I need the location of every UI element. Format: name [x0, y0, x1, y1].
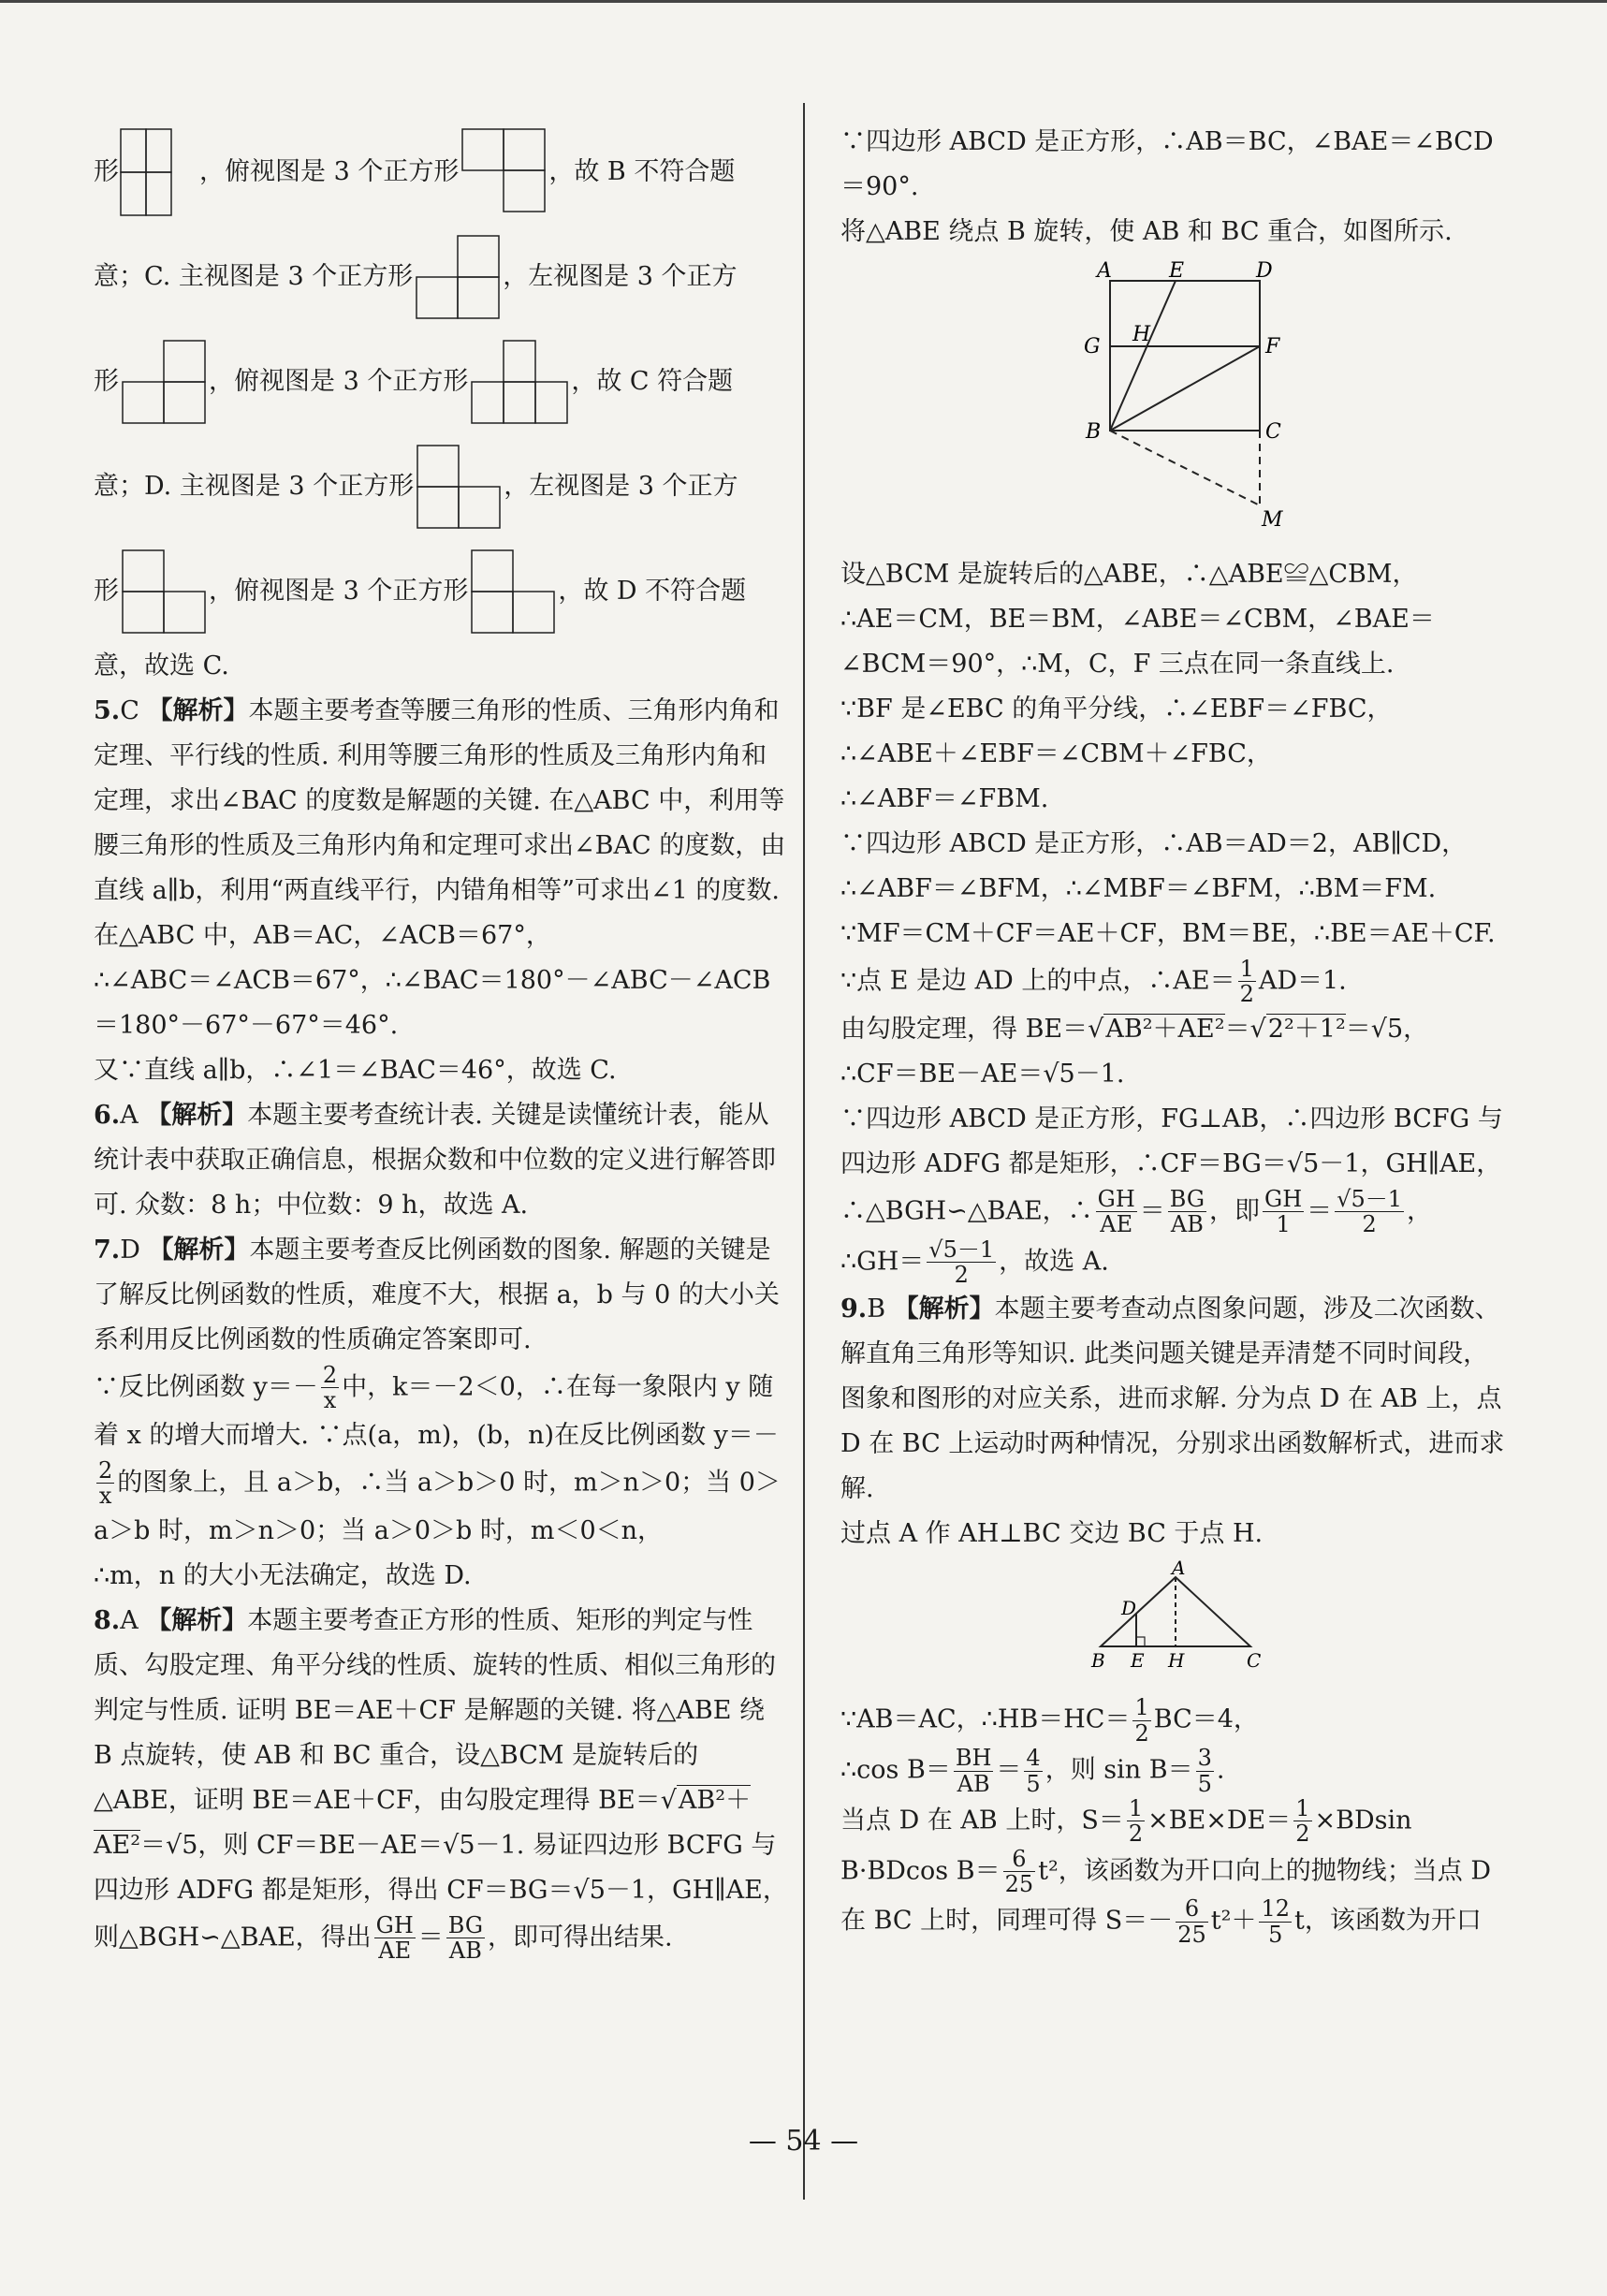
fraction: $\frac{BH}{AB}$: [955, 1745, 992, 1797]
fraction: $\frac{4}{5}$: [1026, 1745, 1041, 1797]
fraction: $\frac{GH}{1}$: [1264, 1185, 1303, 1238]
label-m: M: [1262, 508, 1283, 532]
q9-line: 当点 D 在 AB 上时，S＝ $\frac{1}{2}$ ×BE×DE＝ $\frac{1}{2}$ ×BDsin B·BDcos B＝ $\frac{6}{25}$ t²，该函数为开口向上的抛物线；当点 D 在 BC 上时，同理可得 S＝－ $\frac{6}{25}$ t²＋ $\frac{12}{5}$ t，该函数为开口: [840, 1794, 1492, 1948]
q8-cont-line: 由勾股定理，得 BE＝√AB²＋AE²＝√2²＋1²＝√5，: [840, 1014, 1429, 1044]
q8-cont-line: ∵四边形 ABCD 是正方形，∴AB＝AD＝2，AB∥CD，: [840, 829, 1468, 858]
q8-cont-line: ∴GH＝ $\frac{√5-1}{2}$ ，故选 A.: [840, 1236, 1109, 1288]
q8-cont-line: ∵BF 是∠EBC 的角平分线，∴∠EBF＝∠FBC，: [840, 695, 1393, 724]
label-f: F: [1265, 335, 1280, 358]
fraction: $\frac{6}{25}$: [1177, 1895, 1206, 1948]
view-shape-icon: [119, 545, 209, 638]
label-a: A: [1172, 1557, 1186, 1580]
q8-cont-line: 将△ABE 绕点 B 旋转，使 AB 和 BC 重合，如图所示.: [840, 217, 1453, 246]
q9-line: ∴cos B＝ $\frac{BH}{AB}$ ＝ $\frac{4}{5}$ ，则 sin B＝ $\frac{3}{5}$ .: [840, 1745, 1225, 1797]
geometry-figure: [1082, 1557, 1269, 1674]
label-d: D: [1121, 1597, 1137, 1620]
q8-block: 8.A 【解析】本题主要考查正方形的性质、矩形的判定与性质、勾股定理、角平分线的性质、旋转的性质、相似三角形的判定与性质. 证明 BE＝AE＋CF 是解题的关键. 将△ABE 绕 B 点旋转，使 AB 和 BC 重合，设△BCM 是旋转后的△ABE，证明 BE＝AE＋CF，由勾股定理得 BE＝√AB²＋AE²＝√5，则 CF＝BE－AE＝√5－1. 易证四边形 BCFG 与四边形 ADFG 都是矩形，得出 CF＝BG＝√5－1，GH∥AE，则△BGH∽△BAE，得出 $\frac{GH}{AE}$ ＝ $\frac{BG}{AB}$ ，即可得出结果.: [94, 1605, 788, 1964]
q5-line: 又∵直线 a∥b，∴∠1＝∠BAC＝46°，故选 C.: [94, 1056, 617, 1085]
q8-cont-line: 设△BCM 是旋转后的△ABE，∴△ABE≌△CBM，: [840, 560, 1418, 589]
view-shape-icon: [119, 125, 199, 219]
q9-block: 9.B 【解析】本题主要考查动点图象问题，涉及二次函数、解直角三角形等知识. 此类问题关键是弄清楚不同时间段，图象和图形的对应关系，进而求解. 分为点 D 在 AB 上，点 D 在 BC 上运动时两种情况，分别求出函数解析式，进而求解.: [840, 1294, 1505, 1504]
q8-cont-line: ∴∠ABF＝∠BFM，∴∠MBF＝∠BFM，∴BM＝FM.: [840, 874, 1437, 903]
label-h: H: [1132, 323, 1151, 346]
top-rule: [0, 0, 1607, 3]
left-column: [94, 120, 791, 1963]
q7-block: 7.D 【解析】本题主要考查反比例函数的图象. 解题的关键是了解反比例函数的性质，难度不大，根据 a，b 与 0 的大小关系利用反比例函数的性质确定答案即可.: [94, 1236, 780, 1354]
q7-line: ∴m，n 的大小无法确定，故选 D.: [94, 1560, 472, 1590]
label-c: C: [1265, 420, 1281, 444]
q8-cont-line: ∴AE＝CM，BE＝BM，∠ABE＝∠CBM，∠BAE＝∠BCM＝90°，∴M，C，F 三点在同一条直线上.: [840, 605, 1435, 679]
fraction: $\frac{2}{x}$: [98, 1456, 113, 1510]
triangle-figure: [840, 1557, 1511, 1689]
fraction: $\frac{3}{5}$: [1197, 1745, 1212, 1797]
label-d: D: [1256, 259, 1273, 283]
q5-line: ∴∠ABC＝∠ACB＝67°，∴∠BAC＝180°－∠ABC－∠ACB＝180°－67°－67°＝46°.: [94, 966, 771, 1040]
page-number: — 54 —: [748, 2125, 859, 2157]
q4-line-1: 形 ，俯视图是 3 个正方形 ，故 B 不符合题: [94, 120, 791, 225]
view-shape-icon: [459, 125, 548, 219]
square-rotation-figure: [840, 260, 1511, 547]
label-a: A: [1097, 259, 1112, 283]
q8-cont-line: ∵四边形 ABCD 是正方形，∴AB＝BC，∠BAE＝∠BCD＝90°.: [840, 127, 1494, 201]
fraction: $\frac{1}{2}$: [1295, 1794, 1310, 1848]
q4-line-3: 形 ，俯视图是 3 个正方形 ，故 C 符合题: [94, 329, 791, 434]
view-shape-icon: [413, 230, 503, 324]
q9-line: ∵AB＝AC，∴HB＝HC＝ $\frac{1}{2}$ BC＝4，: [840, 1694, 1259, 1747]
fraction: $\frac{BG}{AB}$: [1169, 1185, 1205, 1238]
fraction: $\frac{√5-1}{2}$: [928, 1236, 995, 1288]
fraction: $\frac{√5-1}{2}$: [1337, 1185, 1402, 1238]
label-g: G: [1084, 335, 1101, 358]
q8-cont-line: ∴∠ABF＝∠FBM.: [840, 784, 1049, 813]
q4-line-4: 意；D. 主视图是 3 个正方形 ，左视图是 3 个正方: [94, 434, 791, 539]
fraction: $\frac{2}{x}$: [322, 1362, 338, 1414]
q4-line-5: 形 ，俯视图是 3 个正方形 ，故 D 不符合题: [94, 539, 791, 644]
q8-cont-line: ∵四边形 ABCD 是正方形，FG⊥AB，∴四边形 BCFG 与四边形 ADFG 都是矩形，∴CF＝BG＝√5－1，GH∥AE，∴△BGH∽△BAE，∴ $\frac{GH}{AE}$ ＝ $\frac{BG}{AB}$ ，即 $\frac{GH}{1}$ ＝ $\frac{√5-1}{2}$ ，: [840, 1104, 1503, 1238]
q4-end: 意，故选 C.: [94, 651, 229, 680]
label-e: E: [1169, 259, 1185, 283]
view-shape-icon: [414, 440, 504, 534]
view-shape-icon: [468, 545, 558, 638]
fraction: $\frac{BG}{AB}$: [447, 1911, 484, 1964]
q5-line: 在△ABC 中，AB＝AC，∠ACB＝67°，: [94, 921, 551, 950]
q9-line: 过点 A 作 AH⊥BC 交边 BC 于点 H.: [840, 1519, 1264, 1549]
geometry-figure: [1073, 259, 1283, 532]
fraction: $\frac{6}{25}$: [1004, 1845, 1034, 1898]
view-shape-icon: [119, 335, 209, 429]
q6-block: 6.A 【解析】本题主要考查统计表. 关键是读懂统计表，能从统计表中获取正确信息，根据众数和中位数的定义进行解答即可. 众数：8 h；中位数：9 h，故选 A.: [94, 1101, 776, 1220]
fraction: $\frac{GH}{AE}$: [375, 1911, 414, 1964]
q5-block: 5.C 【解析】本题主要考查等腰三角形的性质、三角形内角和定理、平行线的性质. 利用等腰三角形的性质及三角形内角和定理，求出∠BAC 的度数是解题的关键. 在△ABC 中，利用等腰三角形的性质及三角形内角和定理可求出∠BAC 的度数，由直线 a∥b，利用“两直线平行，内错角相等”可求出∠1 的度数.: [94, 696, 786, 905]
q4-line-2: 意；C. 主视图是 3 个正方形 ，左视图是 3 个正方: [94, 225, 791, 329]
label-b: B: [1091, 1649, 1105, 1673]
q7-line: ∵反比例函数 y＝－ $\frac{2}{x}$ 中，k＝－2＜0，∴在每一象限内 y 随着 x 的增大而增大. ∵点(a，m)，(b，n)在反比例函数 y＝－ $\frac{2}{x}$ 的图象上，且 a＞b，∴当 a＞b＞0 时，m＞n＞0；当 0＞a＞b 时，m＞n＞0；当 a＞0＞b 时，m＜0＜n，: [94, 1362, 781, 1545]
label-h: H: [1168, 1649, 1185, 1673]
label-b: B: [1086, 420, 1102, 444]
q8-cont-line: ∴CF＝BE－AE＝√5－1.: [840, 1059, 1125, 1089]
right-column: [840, 120, 1511, 1947]
label-c: C: [1247, 1649, 1262, 1673]
view-shape-icon: [468, 335, 571, 429]
fraction: $\frac{1}{2}$: [1239, 956, 1254, 1008]
label-e: E: [1131, 1649, 1145, 1673]
fraction: $\frac{12}{5}$: [1261, 1895, 1291, 1948]
fraction: $\frac{GH}{AE}$: [1097, 1185, 1135, 1238]
column-divider: [803, 103, 805, 2200]
q8-cont-line: ∴∠ABE＋∠EBF＝∠CBM＋∠FBC，: [840, 739, 1272, 768]
q8-cont-line: ∵MF＝CM＋CF＝AE＋CF，BM＝BE，∴BE＝AE＋CF. ∵点 E 是边 AD 上的中点，∴AE＝ $\frac{1}{2}$ AD＝1.: [840, 919, 1496, 1008]
fraction: $\frac{1}{2}$: [1134, 1694, 1149, 1747]
fraction: $\frac{1}{2}$: [1128, 1794, 1144, 1848]
